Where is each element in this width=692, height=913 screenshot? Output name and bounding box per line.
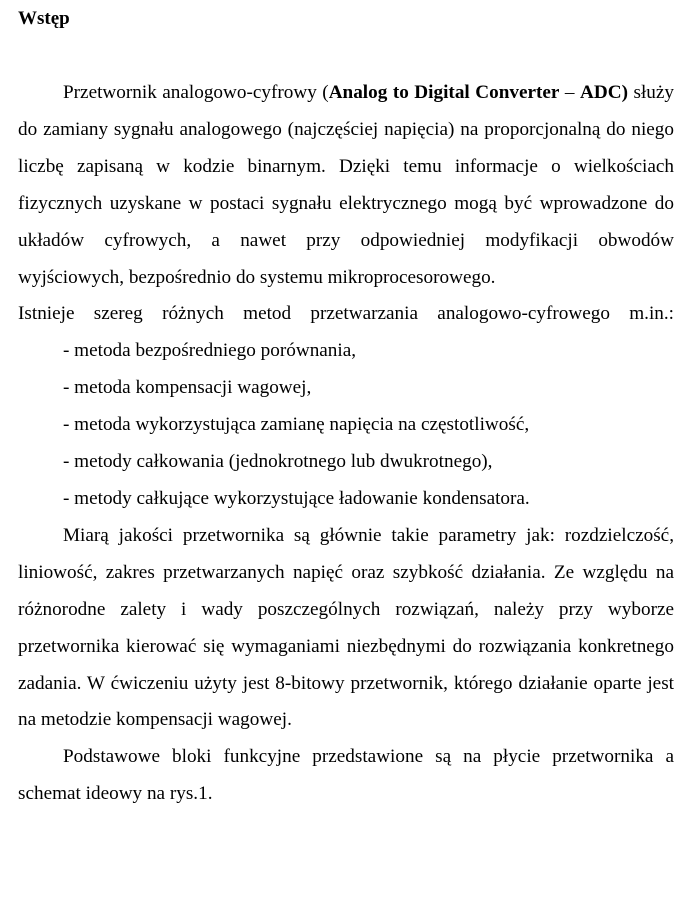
intro-bold-term: Analog to Digital Converter xyxy=(328,82,560,103)
list-item: - metoda bezpośredniego porównania, xyxy=(63,340,357,362)
methods-intro-text: Istnieje szereg różnych metod przetwarzania analogowo-cyfrowego m.in.: xyxy=(18,303,674,325)
list-item: - metody całkowania (jednokrotnego lub dwukrotnego), xyxy=(63,451,493,473)
intro-lead-text: Przetwornik analogowo-cyfrowy ( xyxy=(63,82,329,103)
document-body xyxy=(18,75,674,813)
list-item: - metoda kompensacji wagowej, xyxy=(63,377,312,399)
quality-paragraph: Miarą jakości przetwornika są głównie takie parametry jak: rozdzielczość, liniowość, zakres przetwarzanych napięć oraz szybkość działania. Ze względu na różnorodne zalety i wady poszczególnych rozwiązań, należy przy wyborze przetwornika kierować się wymaganiami niezbędnymi do rozwiązania konkretnego zadania. W ćwiczeniu użyty jest 8-bitowy przetwornik, którego działanie oparte jest na metodzie kompensacji wagowej. xyxy=(18,524,674,731)
intro-bold-abbreviation: ADC) xyxy=(580,82,628,103)
section-heading: Wstęp xyxy=(18,8,70,29)
intro-rest-text: służy do zamiany sygnału analogowego (najczęściej napięcia) na proporcjonalną do niego liczbę zapisaną w kodzie binarnym. Dzięki temu informacje o wielkościach fizycznych uzyskane w postaci sygnału elektrycznego mogą być wprowadzone do układów cyfrowych, a nawet przy odpowiedniej modyfikacji obwodów wyjściowych, bezpośrednio do systemu mikroprocesorowego. xyxy=(18,82,674,288)
intro-paragraph xyxy=(18,75,674,296)
intro-dash: – xyxy=(559,82,581,103)
closing-paragraph: Podstawowe bloki funkcyjne przedstawione są na płycie przetwornika a schemat ideowy na rys.1. xyxy=(18,746,674,805)
list-item: - metoda wykorzystująca zamianę napięcia na częstotliwość, xyxy=(63,414,530,436)
list-item: - metody całkujące wykorzystujące ładowanie kondensatora. xyxy=(63,487,530,509)
